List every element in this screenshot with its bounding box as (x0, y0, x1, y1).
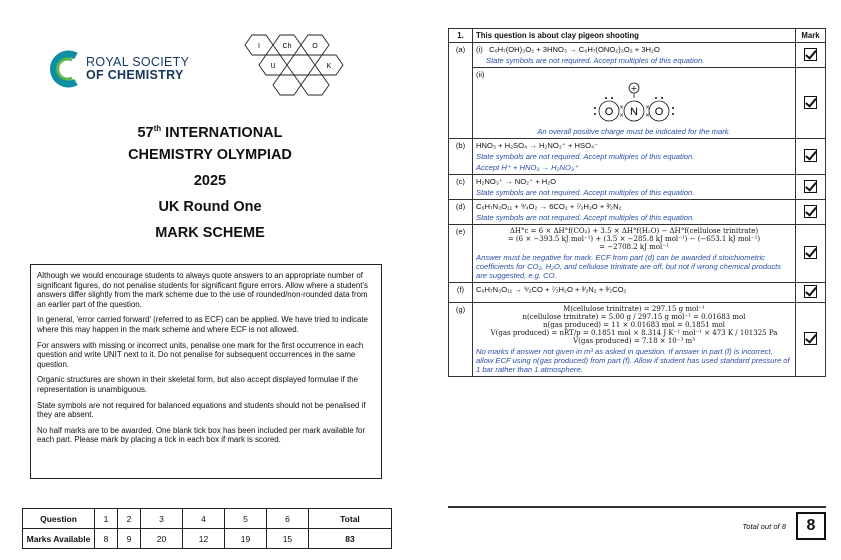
rsc-emblem-icon (48, 50, 84, 88)
document-title-block (0, 118, 420, 248)
question-title: This question is about clay pigeon shooting (473, 29, 796, 43)
marking-note: Answer must be negative for mark. ECF from part (d) can be awarded if stoichiometric coefficients for CO₂, H₂O, and cellulose trinitrate are off, but not if wrong chemical products are suggested, e.g. CO. (476, 253, 782, 280)
question-number: 1. (449, 29, 473, 43)
mark-scheme-title: MARK SCHEME (155, 225, 265, 241)
part-label: (c) (449, 175, 473, 200)
tick-box[interactable] (804, 96, 817, 109)
mark-cell (796, 283, 826, 303)
marking-note: Accept H⁺ + HNO₃ → H₂NO₃⁺ (476, 163, 578, 172)
svg-text:×: × (645, 104, 651, 111)
table-cell: 4 (182, 509, 224, 529)
marking-note: State symbols are not required. Accept multiples of this equation. (476, 188, 695, 197)
svg-text:×: × (619, 104, 625, 111)
answer-cell (473, 139, 796, 175)
part-label: (g) (449, 303, 473, 377)
mark-cell (796, 175, 826, 200)
enthalpy-line: ΔH°c = 6 × ΔH°f(CO₂) + 3.5 × ΔH°f(H₂O) − ΔH°f(cellulose trinitrate) (509, 227, 759, 235)
calc-line: M(cellulose trinitrate) = 297.15 g mol⁻¹ (563, 305, 705, 313)
mark-cell (796, 68, 826, 139)
calc-line: n(cellulose trinitrate) = 5.00 g / 297.15 g mol⁻¹ = 0.01683 mol (522, 313, 746, 321)
hexagon-logo-icon (243, 33, 351, 103)
part-label: (d) (449, 200, 473, 225)
answer-cell (473, 68, 796, 139)
answer-cell (473, 43, 796, 68)
table-row (449, 283, 826, 303)
table-row (449, 200, 826, 225)
table-cell: 1 (95, 509, 118, 529)
answer-cell (473, 225, 796, 283)
table-cell: 3 (141, 509, 183, 529)
table-cell: 5 (224, 509, 266, 529)
rsc-logo (48, 50, 198, 90)
subpart-label: (ii) (476, 70, 485, 79)
calc-result: V(gas produced) = 7.18 × 10⁻³ m³ (573, 337, 695, 345)
table-header-cell: Question (23, 509, 95, 529)
icho-cell-1: I (258, 43, 260, 50)
svg-text:×: × (645, 112, 651, 119)
cover-page (0, 0, 420, 560)
nitronium-structure (579, 81, 689, 125)
question-1-table (448, 28, 826, 377)
icho-uk-logo (243, 33, 351, 103)
table-cell: 12 (182, 529, 224, 549)
table-row (449, 303, 826, 377)
table-cell: 8 (95, 529, 118, 549)
table-cell: 9 (118, 529, 141, 549)
tick-box[interactable] (804, 332, 817, 345)
enthalpy-result: = −2708.2 kJ mol⁻¹ (599, 243, 669, 251)
answer-equation: H₂NO₃⁺ → NO₂⁺ + H₂O (476, 177, 557, 186)
table-row (23, 529, 392, 549)
year-line: 2025 (193, 173, 227, 189)
guidance-paragraph: Organic structures are shown in their skeletal form, but also accept displayed formulae if the representation is unambiguous. (37, 375, 359, 394)
marking-note: State symbols are not required. Accept multiples of this equation. (486, 56, 705, 65)
guidance-paragraph: State symbols are not required for balanced equations and students should not be penalised if they are absent. (37, 400, 366, 420)
table-row (449, 68, 826, 139)
round-line: UK Round One (158, 199, 262, 215)
table-row (449, 139, 826, 175)
table-cell: 15 (266, 529, 308, 549)
total-label: Total out of 8 (742, 522, 786, 531)
table-row (23, 509, 392, 529)
answer-equation: HNO₃ + H₂SO₄ → H₂NO₃⁺ + HSO₄⁻ (476, 141, 599, 150)
table-row (449, 175, 826, 200)
table-cell: Total (308, 509, 391, 529)
table-cell: 83 (308, 529, 391, 549)
icho-cell-2: Ch (282, 43, 292, 50)
table-header-cell: Marks Available (23, 529, 95, 549)
icho-cell-3: O (312, 43, 318, 50)
tick-box[interactable] (804, 48, 817, 61)
marks-available-table (22, 508, 392, 549)
tick-box[interactable] (804, 180, 817, 193)
subpart-label: (i) (476, 45, 483, 54)
marking-note: An overall positive charge must be indicated for the mark. (537, 127, 731, 136)
marking-guidance-box (30, 264, 382, 479)
table-row (449, 225, 826, 283)
answer-equation: C₆H₇N₃O₁₁ + ⁹⁄₄O₂ → 6CO₂ + ⁷⁄₂H₂O + ³⁄₂N₂ (476, 202, 622, 211)
positive-charge: + (630, 84, 638, 93)
guidance-paragraph: For answers with missing or incorrect units, penalise one mark for the first occurrence in each question and write UNIT next to it. Do not penalise for subsequent occurrences in the same question. (37, 340, 364, 369)
total-score-box: 8 (796, 512, 826, 540)
marking-note: State symbols are not required. Accept multiples of this equation. (476, 152, 695, 161)
answer-equation: C₆H₇N₃O₁₁ → ⁹⁄₂CO + ⁷⁄₂H₂O + ³⁄₂N₂ + ³⁄₂CO₂ (476, 285, 627, 294)
table-cell: 20 (141, 529, 183, 549)
part-label: (f) (449, 283, 473, 303)
tick-box[interactable] (804, 149, 817, 162)
marking-note: State symbols are not required. Accept multiples of this equation. (476, 213, 695, 222)
mark-scheme-page (448, 28, 833, 560)
answer-cell (473, 303, 796, 377)
olympiad-line: CHEMISTRY OLYMPIAD (128, 147, 292, 163)
part-label: (a) (449, 43, 473, 139)
total-row (448, 506, 826, 538)
calc-line: V(gas produced) = nRT/p = 0.1851 mol × 8.314 J K⁻¹ mol⁻¹ × 473 K / 101325 Pa (490, 329, 778, 337)
svg-text:×: × (619, 112, 625, 119)
icho-cell-4: U (270, 63, 276, 70)
mark-cell (796, 225, 826, 283)
mark-cell (796, 43, 826, 68)
mark-cell (796, 303, 826, 377)
tick-box[interactable] (804, 205, 817, 218)
atom-label: O (604, 106, 614, 118)
rsc-name-line2: OF CHEMISTRY (86, 68, 184, 82)
answer-cell (473, 200, 796, 225)
guidance-paragraph: In general, 'error carried forward' (referred to as ECF) can be applied. We have tried to indicate where this may happen in the mark scheme and where ECF is not allowed. (37, 315, 368, 334)
answer-cell (473, 283, 796, 303)
mark-cell (796, 200, 826, 225)
part-label: (b) (449, 139, 473, 175)
mark-column-header: Mark (796, 29, 826, 43)
guidance-paragraph: No half marks are to be awarded. One blank tick box has been included per mark available for each part. Please mark by placing a tick in each box if mark is scored. (37, 425, 366, 445)
marking-note: No marks if answer not given in m³ as asked in question. If answer in part (f) is incorrect, allow ECF using n(gas produced) from part (f). Allow if student has used standard pressure of 1 bar rather than 1 atmosphere. (476, 347, 790, 374)
icho-cell-5: K (326, 63, 332, 70)
table-cell: 19 (224, 529, 266, 549)
calc-line: n(gas produced) = 11 × 0.01683 mol = 0.1851 mol (543, 321, 725, 329)
part-label: (e) (449, 225, 473, 283)
table-cell: 2 (118, 509, 141, 529)
tick-box[interactable] (804, 285, 817, 298)
enthalpy-line: = (6 × −393.5 kJ mol⁻¹) + (3.5 × −285.8 kJ mol⁻¹) − (−653.1 kJ mol⁻¹) (507, 235, 761, 243)
rsc-name-line1: ROYAL SOCIETY (86, 55, 190, 69)
atom-label: N (630, 106, 638, 118)
answer-equation: C₆H₇(OH)₃O₂ + 3HNO₃ → C₆H₇(ONO₂)₃O₂ + 3H₂O (489, 45, 660, 54)
guidance-paragraph: Although we would encourage students to always quote answers to an appropriate number of significant figures, do not penalise students for significant figure errors. Allow where a student's answers differ slightly from the mark scheme due to the use of rounded/non-rounded data from an earlier part of the question. (37, 271, 368, 309)
mark-cell (796, 139, 826, 175)
table-cell: 6 (266, 509, 308, 529)
tick-box[interactable] (804, 246, 817, 259)
atom-label: O (654, 106, 664, 118)
table-row (449, 43, 826, 68)
answer-cell (473, 175, 796, 200)
edition-line: 57th INTERNATIONAL (137, 124, 283, 141)
table-row (449, 29, 826, 43)
